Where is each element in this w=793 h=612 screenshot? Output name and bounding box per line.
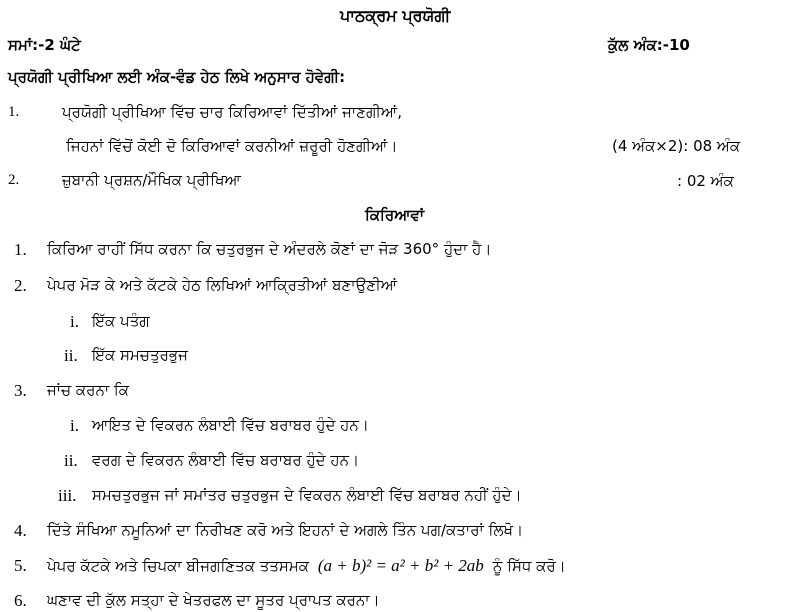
scheme-item-text: ਜ਼ੁਬਾਨੀ ਪ੍ਰਸ਼ਨ/ਮੌਖਿਕ ਪ੍ਰੀਖਿਆ	[62, 171, 241, 189]
page-title: ਪਾਠਕ੍ਰਮ ਪ੍ਰਯੋਗੀ	[340, 6, 451, 25]
activity-number: 5.	[14, 556, 27, 575]
scheme-item-number: 2.	[8, 172, 20, 188]
total-marks-label: ਕੁੱਲ ਅੰਕ:-10	[608, 36, 690, 54]
activities-heading: ਕਿਰਿਆਵਾਂ	[365, 206, 425, 224]
activity-text: ਜਾਂਚ ਕਰਨਾ ਕਿ	[47, 381, 129, 399]
time-label: ਸਮਾਂ:-2 ਘੰਟੇ	[8, 36, 81, 54]
activity-number: 3.	[14, 381, 27, 400]
sub-item-text: ਸਮਚਤੁਰਭੁਜ ਜਾਂ ਸਮਾਂਤਰ ਚਤੁਰਭੁਜ ਦੇ ਵਿਕਰਨ ਲੰਬਾਈ ਵਿੱਚ ਬਰਾਬਰ ਨਹੀਂ ਹੁੰਦੇ।	[92, 486, 522, 504]
activity-number: 1.	[14, 240, 27, 259]
scheme-item-text: ਪ੍ਰਯੋਗੀ ਪ੍ਰੀਖਿਆ ਵਿੱਚ ਚਾਰ ਕਿਰਿਆਵਾਂ ਦਿੱਤੀਆਂ ਜਾਣਗੀਆਂ,	[62, 103, 403, 121]
activity-text: ਕਿਰਿਆ ਰਾਹੀਂ ਸਿੱਧ ਕਰਨਾ ਕਿ ਚਤੁਰਭੁਜ ਦੇ ਅੰਦਰਲੇ ਕੋਣਾਂ ਦਾ ਜੋੜ 360° ਹੁੰਦਾ ਹੈ।	[47, 240, 492, 258]
algebraic-identity-formula: (a + b)² = a² + b² + 2ab	[317, 556, 484, 575]
sub-item-text: ਵਰਗ ਦੇ ਵਿਕਰਨ ਲੰਬਾਈ ਵਿੱਚ ਬਰਾਬਰ ਹੁੰਦੇ ਹਨ।	[92, 451, 360, 469]
activity-number: 6.	[14, 591, 27, 610]
sub-item-text: ਇੱਕ ਪਤੰਗ	[92, 312, 150, 330]
sub-item-number: ii.	[64, 346, 78, 365]
activity-text: ਪੇਪਰ ਕੱਟਕੇ ਅਤੇ ਚਿਪਕਾ ਬੀਜਗਣਿਤਕ ਤਤਸਮਕ	[47, 557, 310, 575]
sub-item-number: i.	[70, 312, 79, 331]
scheme-item-number: 1.	[8, 104, 20, 120]
activity-text-suffix: ਨੂੰ ਸਿੱਧ ਕਰੋ।	[492, 557, 566, 575]
marks-distribution-heading: ਪ੍ਰਯੋਗੀ ਪ੍ਰੀਖਿਆ ਲਈ ਅੰਕ-ਵੰਡ ਹੇਠ ਲਿਖੇ ਅਨੁਸਾਰ ਹੋਵੇਗੀ:	[8, 68, 346, 86]
activity-text-line	[47, 556, 566, 576]
sub-item-text: ਆਇਤ ਦੇ ਵਿਕਰਨ ਲੰਬਾਈ ਵਿੱਚ ਬਰਾਬਰ ਹੁੰਦੇ ਹਨ।	[92, 416, 369, 434]
activity-number: 2.	[14, 276, 27, 295]
sub-item-number: ii.	[64, 451, 78, 470]
activity-text: ਪੇਪਰ ਮੋੜ ਕੇ ਅਤੇ ਕੱਟਕੇ ਹੇਠ ਲਿਖਿਆਂ ਆਕ੍ਰਿਤੀਆਂ ਬਣਾਉਣੀਆਂ	[47, 276, 398, 294]
scheme-item-text-continued: ਜਿਹਨਾਂ ਵਿੱਚੋਂ ਕੋਈ ਦੋ ਕਿਰਿਆਵਾਂ ਕਰਨੀਆਂ ਜ਼ਰੂਰੀ ਹੋਣਗੀਆਂ।	[66, 137, 398, 155]
activity-number: 4.	[14, 521, 27, 540]
scheme-item-marks: : 02 ਅੰਕ	[677, 172, 734, 190]
sub-item-number: i.	[70, 416, 79, 435]
sub-item-number: iii.	[58, 486, 77, 505]
sub-item-text: ਇੱਕ ਸਮਚਤੁਰਭੁਜ	[92, 346, 188, 364]
scheme-item-marks: (4 ਅੰਕ×2): 08 ਅੰਕ	[612, 137, 741, 155]
activity-text: ਘਣਾਵ ਦੀ ਕੁੱਲ ਸਤ੍ਹਾ ਦੇ ਖੇਤਰਫਲ ਦਾ ਸੂਤਰ ਪ੍ਰਾਪਤ ਕਰਨਾ।	[47, 591, 380, 609]
activity-text: ਦਿੱਤੇ ਸੰਖਿਆ ਨਮੂਨਿਆਂ ਦਾ ਨਿਰੀਖਣ ਕਰੋ ਅਤੇ ਇਹਨਾਂ ਦੇ ਅਗਲੇ ਤਿੰਨ ਪਗ/ਕਤਾਰਾਂ ਲਿਖੋ।	[47, 521, 524, 539]
